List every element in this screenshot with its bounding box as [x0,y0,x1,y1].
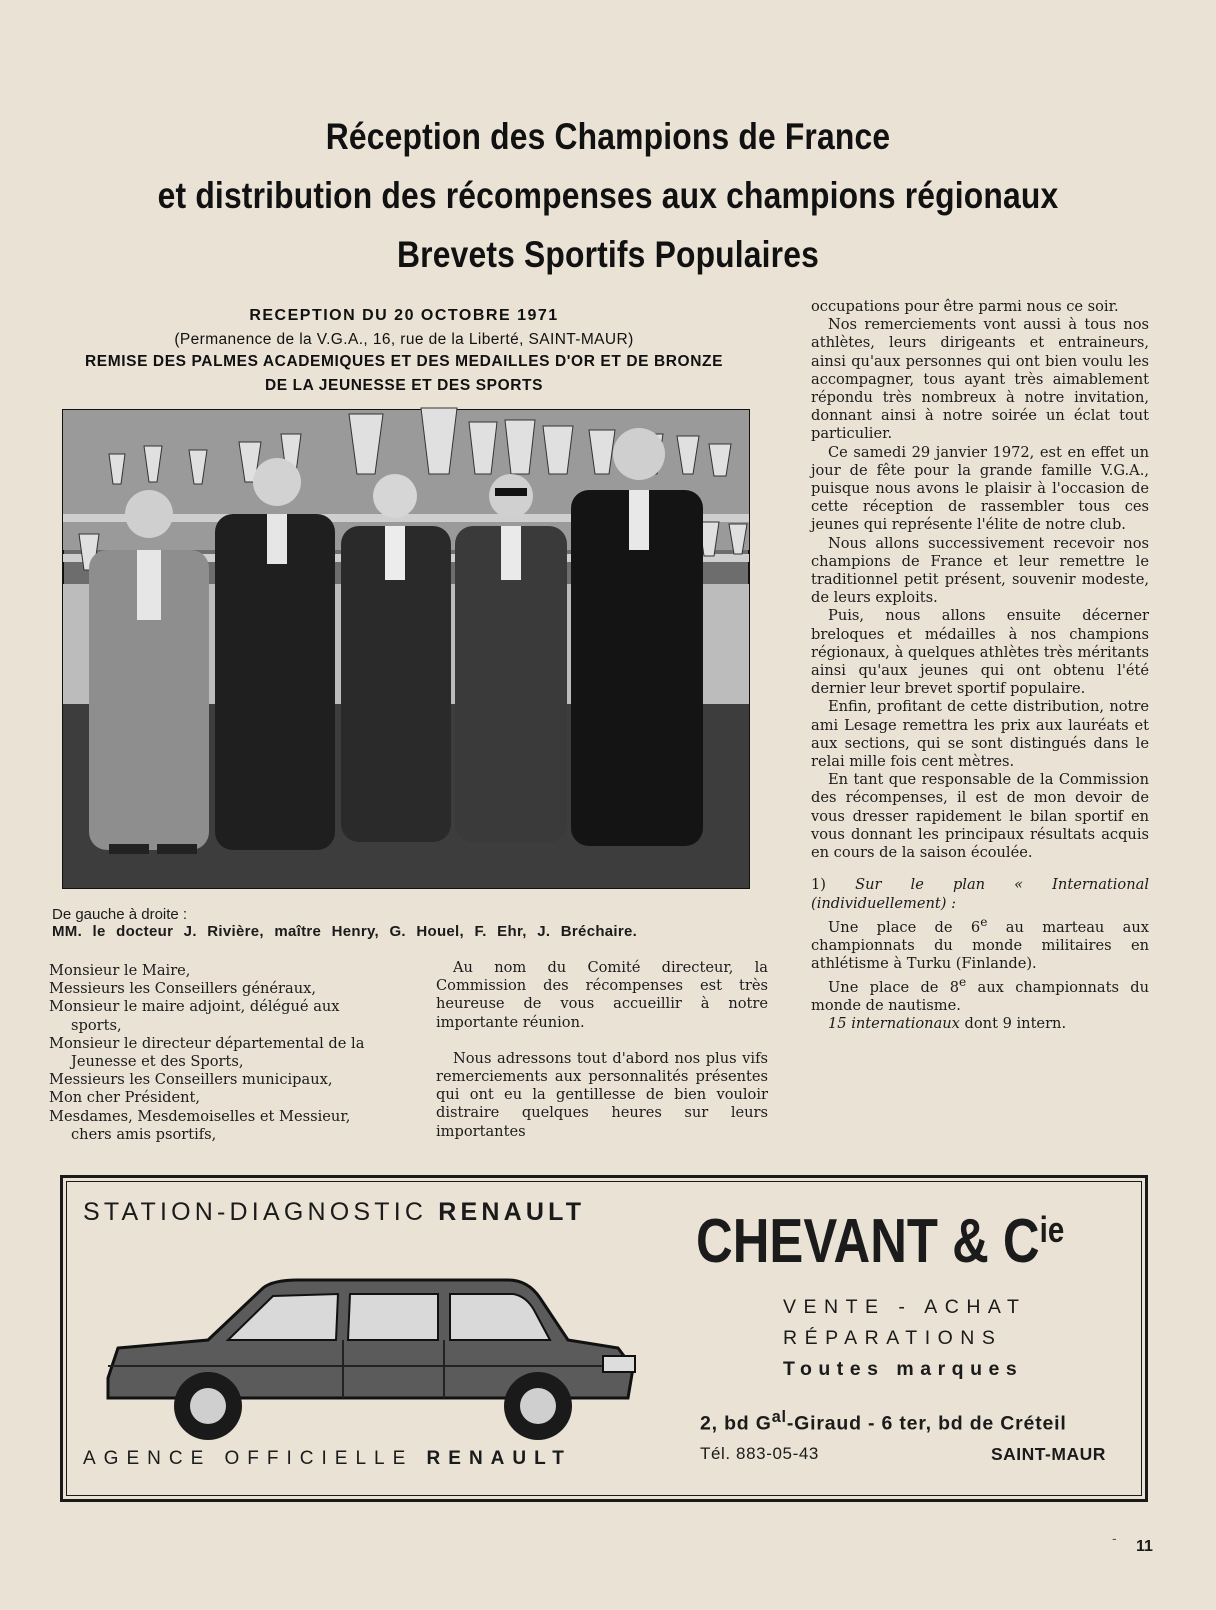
salutation-line: Messieurs les Conseillers généraux, [49,980,316,998]
ordinal-suffix: e [980,914,988,929]
page-mark: - [1112,1530,1117,1546]
ad-renault-text: RENAULT [426,1448,572,1469]
salutation-line: Monsieur le directeur départemental de la Jeunesse et des Sports, [49,1034,365,1071]
ad-services-repairs: RÉPARATIONS [783,1327,1003,1349]
page-number: 11 [1136,1538,1153,1555]
ad-services-sales: VENTE - ACHAT [783,1296,1027,1318]
salutation-line: Mesdames, Mesdemoiselles et Messieur, chers amis psortifs, [49,1107,351,1143]
paragraph: Nous allons successivement recevoir nos champions de France et leur remettre le traditionnel petit présent, souvenir modeste, de leurs exploits. [811,534,1149,607]
ad-address-text: -Giraud - 6 ter, bd de Créteil [786,1412,1067,1435]
section-title: Sur le plan « International (individuellement) : [811,876,1149,912]
paragraph: Ce samedi 29 janvier 1972, est en effet un jour de fête pour la grande famille V.G.A., puisque nous avons le plaisir à l'occasion de cette réception de rassembler tous ces jeunes qui représente l'élite de notre club. [811,443,1149,534]
salutation-line: Messieurs les Conseillers municipaux, [49,1071,333,1089]
ad-agency-text: AGENCE OFFICIELLE [83,1448,427,1469]
awards-heading-2: DE LA JEUNESSE ET DES SPORTS [264,377,544,394]
ad-address-abbrev: al [771,1408,787,1426]
paragraph [811,913,1149,973]
reception-location: (Permanence de la V.G.A., 16, rue de la Liberté, SAINT-MAUR) [174,331,634,348]
ad-phone: Tél. 883-05-43 [700,1444,819,1463]
paragraph: Nos remerciements vont aussi à tous nos athlètes, leurs dirigeants et entraineurs, ainsi qu'aux personnes qui ont bien voulu les accompagner, tous ayant très aimablement répondu très nombreux à notre invitation, donnant ainsi à notre soirée un éclat tout particulier. [811,316,1149,443]
photo-caption-names: MM. le docteur J. Rivière, maître Henry, G. Houel, F. Ehr, J. Bréchaire. [52,923,638,940]
ad-city: SAINT-MAUR [991,1444,1106,1464]
result-text: Une place de 6 [828,918,981,936]
headline-line-3: Brevets Sportifs Populaires [397,234,819,275]
result-text: Une place de 8 [828,979,960,997]
dealer-name [696,1206,1064,1277]
reception-date: RECEPTION DU 20 OCTOBRE 1971 [249,307,559,324]
headline-line-1: Réception des Champions de France [325,116,891,157]
section-number: 1) [811,876,826,894]
ordinal-suffix: e [959,975,967,990]
ad-services-brands: Toutes marques [783,1358,1024,1380]
salutation-line: Monsieur le Maire, [49,962,191,979]
result-text: au marteau aux championnats du monde militaires en athlétisme à Turku (Finlande). [811,918,1149,972]
ad-address [700,1408,1067,1436]
paragraph: occupations pour être parmi nous ce soir. [811,298,1119,315]
result-text: 15 internationaux [828,1015,960,1033]
paragraph: Enfin, profitant de cette distribution, notre ami Lesage remettra les prix aux lauréats et aux sections, qui se sont distingués dans le relai mille fois cent mètres. [811,698,1149,771]
salutation-line: Monsieur le maire adjoint, délégué aux sports, [49,998,340,1034]
paragraph [811,1015,1149,1033]
ad-station-text: STATION-DIAGNOSTIC [83,1198,439,1226]
awards-heading: REMISE DES PALMES ACADEMIQUES ET DES MEDAILLES D'OR ET DE BRONZE [84,353,724,370]
paragraph: Nous adressons tout d'abord nos plus vifs remerciements aux personnalités présentes qui ont eu la gentillesse de bien vouloir distraire quelques heures sur leurs importantes [436,1049,768,1140]
salutation-line: Mon cher Président, [49,1089,201,1107]
advertisement [60,1175,1148,1502]
section-heading [811,876,1149,912]
paragraph: Au nom du Comité directeur, la Commission des récompenses est très heureuse de vous accueillir à notre importante réunion. [436,959,768,1031]
photo-caption-intro: De gauche à droite : [52,906,188,923]
ad-address-text: 2, bd G [700,1412,772,1435]
result-text: dont 9 intern. [959,1015,1067,1033]
result-text: aux championnats du monde de nautisme. [811,979,1149,1015]
ad-station-heading [83,1198,585,1227]
paragraph [811,973,1149,1015]
dealer-name-text: CHEVANT & C [696,1207,1040,1276]
ad-agency-footer [83,1448,572,1470]
ad-renault-text: RENAULT [438,1198,586,1226]
group-photo [49,404,757,892]
middle-column [436,959,768,1141]
paragraph: En tant que responsable de la Commission des récompenses, il est de mon devoir de vous dresser rapidement le bilan sportif en vous donnant les principaux résultats acquis en cours de la saison écoulée. [811,771,1149,862]
dealer-name-suffix: ie [1039,1209,1065,1250]
car-illustration [88,1248,648,1448]
paragraph: Puis, nous allons ensuite décerner breloques et médailles à nos champions régionaux, à quelques athlètes très méritants ainsi qu'aux jeunes qui ont obtenu l'été dernier leur brevet sportif populaire. [811,607,1149,698]
group-photo-image [49,404,757,892]
headline-line-2: et distribution des récompenses aux champions régionaux [157,175,1059,216]
right-column [811,298,1149,1034]
salutation-column [49,962,381,1144]
